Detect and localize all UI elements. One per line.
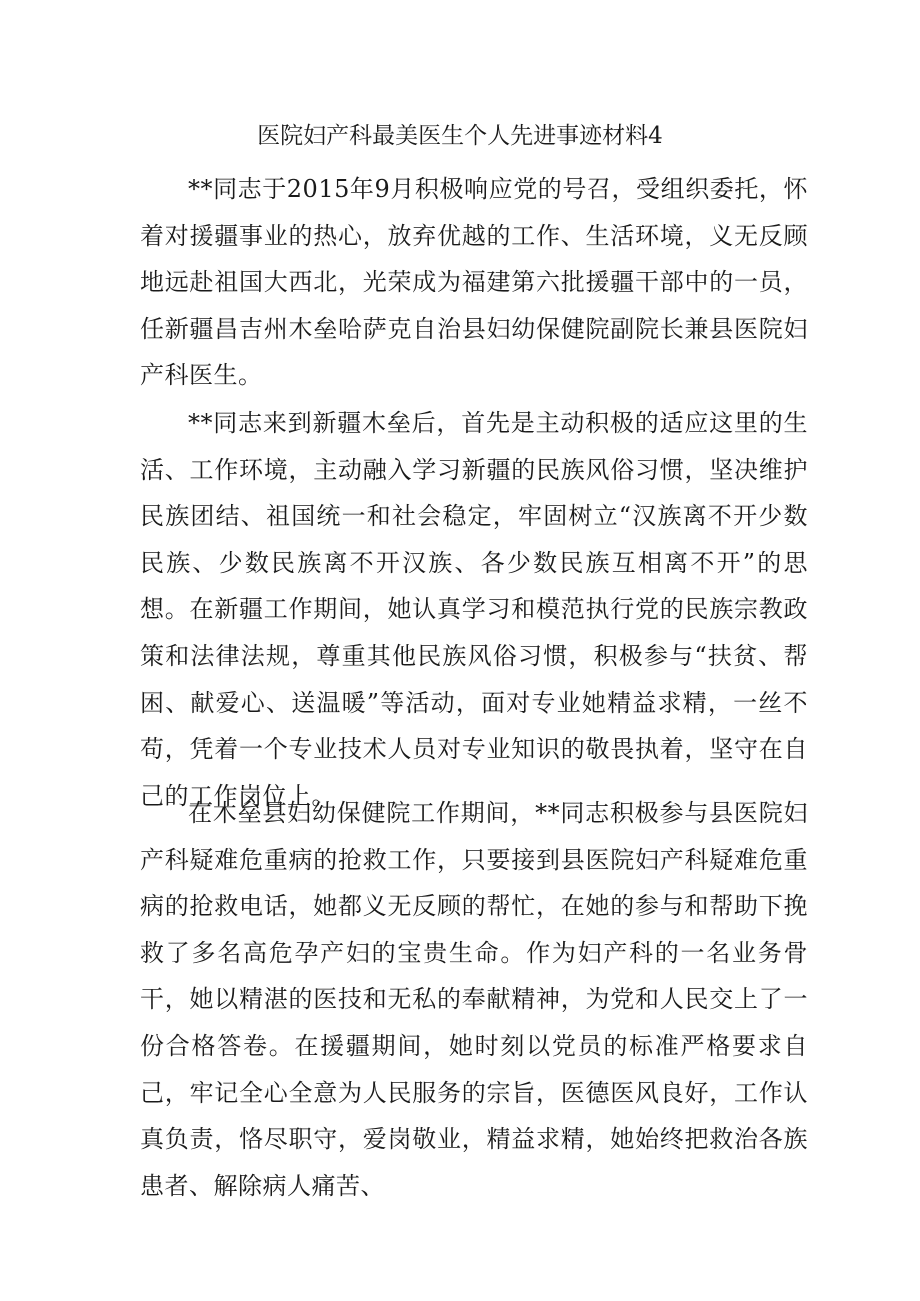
paragraph-2-block bbox=[140, 400, 808, 819]
paragraph: **同志来到新疆木垒后，首先是主动积极的适应这里的生活、工作环境，主动融入学习新疆的民族风俗习惯，坚决维护民族团结、祖国统一和社会稳定，牢固树立“汉族离不开少数民族、少数民族离不开汉族、各少数民族互相离不开”的思想。在新疆工作期间，她认真学习和模范执行党的民族宗教政策和法律法规，尊重其他民族风俗习惯，积极参与“扶贫、帮困、献爱心、送温暖”等活动，面对专业她精益求精，一丝不苟，凭着一个专业技术人员对专业知识的敬畏执着，坚守在自己的工作岗位上。 bbox=[140, 409, 808, 810]
paragraph-1-block bbox=[140, 166, 808, 399]
paragraph-3-block bbox=[140, 790, 808, 1209]
paragraph: **同志于2015年9月积极响应党的号召，受组织委托，怀着对援疆事业的热心，放弃优越的工作、生活环境，义无反顾地远赴祖国大西北，光荣成为福建第六批援疆干部中的一员，任新疆昌吉州木垒哈萨克自治县妇幼保健院副院长兼县医院妇产科医生。 bbox=[140, 175, 808, 390]
document-title: 医院妇产科最美医生个人先进事迹材料4 bbox=[257, 123, 663, 149]
paragraph: 在木垒县妇幼保健院工作期间，**同志积极参与县医院妇产科疑难危重病的抢救工作，只要接到县医院妇产科疑难危重病的抢救电话，她都义无反顾的帮忙，在她的参与和帮助下挽救了多名高危孕产妇的宝贵生命。作为妇产科的一名业务骨干，她以精湛的医技和无私的奉献精神，为党和人民交上了一份合格答卷。在援疆期间，她时刻以党员的标准严格要求自己，牢记全心全意为人民服务的宗旨，医德医风良好，工作认真负责，恪尽职守，爱岗敬业，精益求精，她始终把救治各族患者、解除病人痛苦、 bbox=[140, 799, 808, 1200]
